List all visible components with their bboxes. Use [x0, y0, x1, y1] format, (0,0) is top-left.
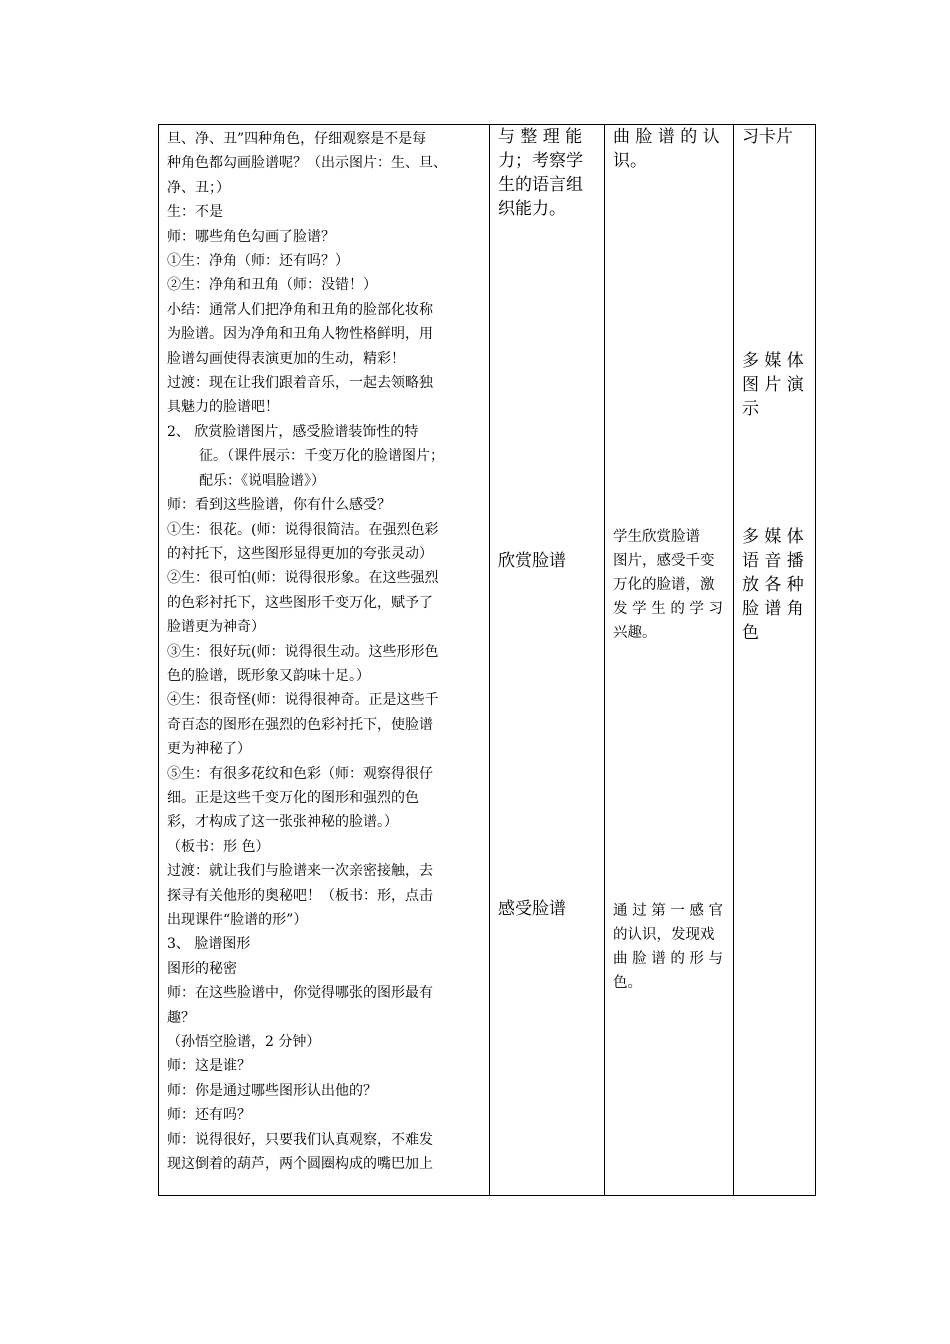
process-line: 脸谱更为神奇）	[167, 619, 265, 636]
process-line: ②生：净角和丑角（师：没错！）	[167, 277, 377, 294]
design-intent-cell	[605, 125, 733, 1195]
intent-line: 通 过 第 一 感 官	[613, 903, 724, 919]
activity-line: 力；考察学	[498, 151, 583, 171]
media-line: 多 媒 体	[742, 527, 804, 547]
process-line: 小结：通常人们把净角和丑角的脸部化妆称	[167, 301, 433, 318]
process-line: 的衬托下，这些图形显得更加的夸张灵动）	[167, 545, 433, 562]
process-line: 师：这是谁？	[167, 1058, 251, 1075]
process-line: 细。正是这些千变万化的图形和强烈的色	[167, 789, 419, 806]
process-line: 师：哪些角色勾画了脸谱？	[167, 228, 335, 245]
process-line: （孙悟空脸谱，2 分钟）	[167, 1034, 321, 1051]
media-line: 习卡片	[742, 127, 793, 147]
process-line: 奇百态的图形在强烈的色彩衬托下，使脸谱	[167, 716, 433, 733]
teaching-process-cell	[159, 125, 489, 1176]
process-line: 的色彩衬托下，这些图形千变万化，赋予了	[167, 594, 433, 611]
process-line: 配乐：《说唱脸谱》）	[199, 472, 325, 489]
process-line: （板书：形 色）	[167, 838, 270, 855]
process-line: 过渡：就让我们与脸谱来一次亲密接触，去	[167, 863, 433, 880]
process-line: ①生：净角（师：还有吗？）	[167, 253, 349, 270]
process-line: 师：说得很好，只要我们认真观察，不难发	[167, 1131, 433, 1148]
media-line: 脸 谱 角	[742, 599, 804, 619]
intent-line: 万化的脸谱，激	[613, 577, 715, 593]
process-line: 生：不是	[167, 204, 223, 221]
process-line: 3、 脸谱图形	[167, 936, 251, 953]
media-line: 色	[742, 623, 759, 643]
activity-line: 与 整 理 能	[498, 127, 583, 147]
process-line: 具魅力的脸谱吧！	[167, 399, 279, 416]
intent-line: 曲 脸 谱 的 形 与	[613, 951, 724, 967]
media-line: 语 音 播	[742, 551, 804, 571]
process-line: 脸谱勾画使得表演更加的生动，精彩！	[167, 350, 405, 367]
media-cell	[734, 125, 816, 1195]
intent-line: 兴趣。	[613, 625, 657, 641]
activity-appreciate: 欣赏脸谱	[498, 551, 566, 571]
intent-line: 的认识，发现戏	[613, 927, 715, 943]
process-line: 探寻有关他形的奥秘吧！（板书：形，点击	[167, 887, 433, 904]
process-line: 2、 欣赏脸谱图片，感受脸谱装饰性的特	[167, 423, 419, 440]
intent-line: 学生欣赏脸谱	[613, 529, 700, 545]
process-line: 图形的秘密	[167, 960, 237, 977]
media-line: 多 媒 体	[742, 351, 804, 371]
process-line: 趣？	[167, 1009, 195, 1026]
activity-feel: 感受脸谱	[498, 899, 566, 919]
process-line: 现这倒着的葫芦，两个圆圈构成的嘴巴加上	[167, 1156, 433, 1173]
activity-line: 织能力。	[498, 199, 566, 219]
process-line: 色的脸谱，既形象又韵味十足。）	[167, 667, 370, 684]
process-line: 净、丑；）	[167, 179, 230, 196]
process-line: 旦、净、丑”四种角色，仔细观察是不是每	[167, 131, 427, 147]
process-line: 彩，才构成了这一张张神秘的脸谱。）	[167, 814, 398, 831]
process-line: ⑤生：有很多花纹和色彩（师：观察得很仔	[167, 765, 433, 782]
process-line: ②生：很可怕(师：说得很形象。在这些强烈	[167, 570, 439, 587]
process-line: 种角色都勾画脸谱呢？（出示图片：生、旦、	[167, 155, 447, 172]
process-line: 过渡：现在让我们跟着音乐，一起去领略独	[167, 375, 433, 392]
process-line: 师：你是通过哪些图形认出他的？	[167, 1082, 377, 1099]
lesson-plan-table	[158, 124, 816, 1196]
intent-line: 曲 脸 谱 的 认	[613, 127, 720, 147]
process-line: ①生：很花。(师：说得很简洁。在强烈色彩	[167, 521, 439, 538]
process-line: 师：看到这些脸谱，你有什么感受？	[167, 497, 391, 514]
process-line: 师：还有吗？	[167, 1107, 251, 1124]
process-line: 征。（课件展示：千变万化的脸谱图片；	[199, 448, 444, 465]
intent-line: 发 学 生 的 学 习	[613, 601, 724, 617]
process-line: 为脸谱。因为净角和丑角人物性格鲜明，用	[167, 326, 433, 343]
process-line: 更为神秘了）	[167, 741, 251, 758]
process-line: 出现课件“脸谱的形”）	[167, 912, 308, 928]
process-line: ③生：很好玩(师：说得很生动。这些形形色	[167, 643, 439, 660]
process-line: ④生：很奇怪(师：说得很神奇。正是这些千	[167, 692, 439, 709]
process-line: 师：在这些脸谱中，你觉得哪张的图形最有	[167, 985, 433, 1002]
intent-line: 图片，感受千变	[613, 553, 715, 569]
intent-line: 色。	[613, 975, 642, 991]
activity-line: 生的语言组	[498, 175, 583, 195]
media-line: 示	[742, 399, 759, 419]
media-line: 图 片 演	[742, 375, 804, 395]
activity-cell	[490, 125, 604, 1195]
media-line: 放 各 种	[742, 575, 804, 595]
intent-line: 识。	[613, 151, 647, 171]
